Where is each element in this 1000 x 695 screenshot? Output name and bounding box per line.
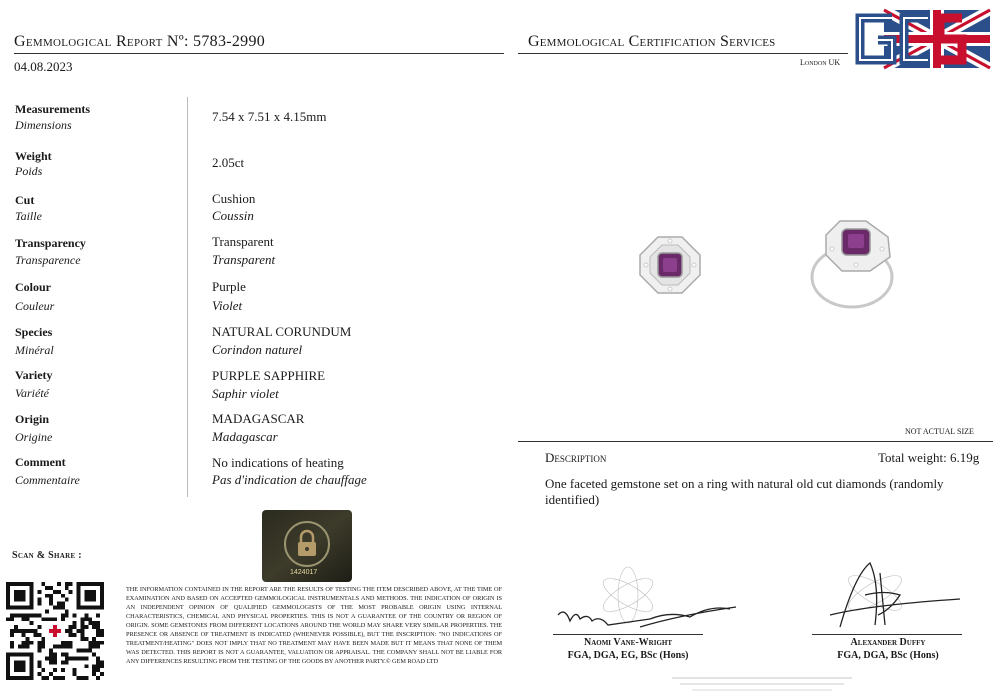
- spec-value: PURPLE SAPPHIRE: [212, 368, 326, 383]
- spec-label-fr: Variété: [15, 386, 49, 400]
- spec-label: Cut: [15, 193, 35, 207]
- spec-value: No indications of heating: [212, 455, 344, 470]
- spec-label: Comment: [15, 455, 66, 469]
- spec-value: Cushion: [212, 191, 256, 206]
- spec-value: 7.54 x 7.51 x 4.15mm: [212, 109, 327, 124]
- signature-1: [558, 567, 736, 627]
- report-date: 04.08.2023: [14, 59, 73, 74]
- spec-value-fr: Coussin: [212, 208, 254, 223]
- signatory-credentials-1: FGA, DGA, EG, BSc (Hons): [567, 650, 689, 661]
- spec-value-fr: Madagascar: [212, 429, 278, 444]
- spec-value: Transparent: [212, 234, 274, 249]
- spec-label: Weight: [15, 149, 52, 163]
- faint-footer-text: [672, 674, 852, 692]
- spec-value-fr: Violet: [212, 298, 243, 313]
- spec-label-fr: Origine: [15, 430, 53, 444]
- spec-value-fr: Pas d'indication de chauffage: [212, 472, 367, 487]
- spec-label: Species: [15, 325, 53, 339]
- ring-angled-view: [812, 221, 892, 307]
- signatory-name-2: Alexander Duffy: [850, 637, 926, 648]
- description-heading: Description: [545, 450, 607, 465]
- ring-photo: [620, 215, 910, 315]
- signatory-credentials-2: FGA, DGA, BSc (Hons): [837, 650, 939, 661]
- ring-front-view: [640, 237, 700, 293]
- report-title: Gemmological Report Nº: 5783-2990: [14, 33, 266, 50]
- spec-label-fr: Commentaire: [15, 473, 80, 487]
- total-weight: Total weight: 6.19g: [878, 450, 980, 465]
- spec-label-fr: Couleur: [15, 299, 55, 313]
- spec-value-fr: Saphir violet: [212, 386, 279, 401]
- spec-value-fr: Corindon naturel: [212, 342, 303, 357]
- company-name: Gemmological Certification Services: [528, 33, 776, 50]
- qr-code[interactable]: [6, 582, 104, 680]
- signatory-name-1: Naomi Vane-Wright: [583, 637, 673, 648]
- description-rule: [518, 441, 993, 442]
- spec-label-fr: Transparence: [15, 253, 81, 267]
- spec-value: 2.05ct: [212, 155, 245, 170]
- disclaimer-text: THE INFORMATION CONTAINED IN THE REPORT ARE THE RESULTS OF TESTING THE ITEM DESCRIBED ABOVE, AT THE TIME OF EXAMINATION AND BASED ON ACCEPTED GEMMOLOGICAL INSTRUMENTALS AND METHODS. THE INDICATION OF ORIGIN IS AN INDEPENDENT OPINION OF QUALIFIED GEMMOLOGISTS OF THE MOST PROBABLE ORIGIN USING INTERNAL CHARACTERISTICS, CHEMICAL AND PHYSICAL PROPERTIES. THIS IS NOT A GUARANTEE OF THE COUNTRY OR REGION OF ORIGIN. SOME GEMSTONES FROM DIFFERENT LOCATIONS AROUND THE WORLD MAY SHARE VERY SIMILAR PROPERTIES. THE PRESENCE OR ABSENCE OF TREATMENT IS INDICATED (WHENEVER POSSIBLE), BUT THE INSCRIPTION: "NO INDICATIONS OF TREATMENT/HEATING" DOES NOT IMPLY THAT NO TREATMENT MAY HAVE BEEN MADE BUT IT MEANS THAT NONE OF THEM WAS DETECTED. THIS REPORT IS NOT A GUARANTEE, VALUATION OR APPRAISAL. THE COMPANY SHALL NOT BE LIABLE FOR ANY DIFFERENCES RESULTING FROM THE TESTING OF THE GOODS BY ANOTHER PARTY.© GEM ROAD LTD: [126, 586, 502, 665]
- hologram-seal: [262, 510, 352, 582]
- header-rule-left: [14, 53, 504, 54]
- spec-label: Measurements: [15, 102, 91, 116]
- gcs-logo: [852, 8, 992, 70]
- spec-label: Variety: [15, 368, 53, 382]
- spec-label: Colour: [15, 280, 51, 294]
- spec-label-fr: Dimensions: [15, 118, 72, 132]
- spec-value: Purple: [212, 279, 246, 294]
- company-city: London UK: [800, 58, 841, 67]
- spec-value: MADAGASCAR: [212, 411, 305, 426]
- spec-divider: [187, 97, 188, 497]
- description-text: One faceted gemstone set on a ring with natural old cut diamonds (randomly identified): [545, 476, 944, 507]
- spec-value: NATURAL CORUNDUM: [212, 324, 352, 339]
- signature-line-1: [553, 634, 703, 635]
- spec-label-fr: Taille: [15, 209, 42, 223]
- signature-2: [830, 563, 960, 627]
- not-actual-size-note: NOT ACTUAL SIZE: [905, 427, 974, 436]
- spec-value-fr: Transparent: [212, 252, 276, 267]
- header-rule-right: [518, 53, 848, 54]
- hologram-number: 1424017: [290, 569, 318, 576]
- spec-label-fr: Poids: [15, 164, 43, 178]
- spec-label: Origin: [15, 412, 50, 426]
- spec-label-fr: Minéral: [15, 343, 54, 357]
- spec-label: Transparency: [15, 236, 86, 250]
- scan-share-label: Scan & Share :: [12, 550, 82, 561]
- signature-line-2: [812, 634, 962, 635]
- signatures-graphic: [540, 555, 990, 635]
